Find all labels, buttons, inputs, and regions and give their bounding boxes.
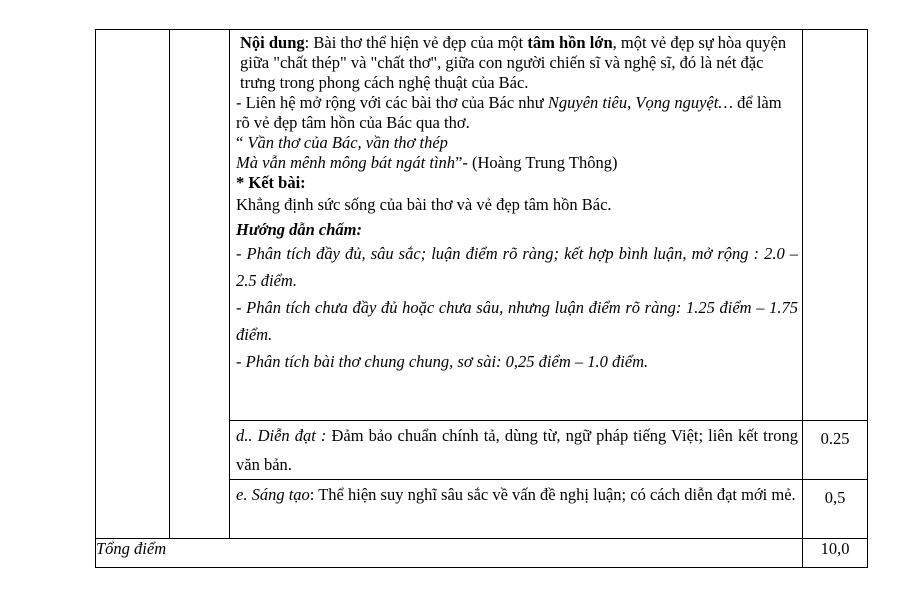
huong-dan-item-3: - Phân tích bài thơ chung chung, sơ sài: 0,25 điểm – 1.0 điểm. [236,352,649,371]
dien-dat-cell [230,421,803,480]
total-label: Tổng điểm [96,539,803,568]
poem-titles: Nguyên tiêu, Vọng nguyệt… [547,93,733,112]
content-cell [230,30,803,421]
subsection-cell [170,30,230,539]
ket-bai-heading: * Kết bài: [236,173,306,192]
sang-tao-cell [230,480,803,539]
lien-he-paragraph: - Liên hệ mở rộng với các bài thơ của Bác như Nguyên tiêu, Vọng nguyệt… để làm rõ vẻ đẹp tâm hồn của Bác qua thơ. [236,93,782,132]
total-score: 10,0 [803,539,868,568]
noi-dung-bold: tâm hồn lớn [527,33,613,52]
huong-dan-heading: Hướng dẫn chấm: [236,220,363,239]
ket-bai-text: Khẳng định sức sống của bài thơ và vẻ đẹp tâm hồn Bác. [236,195,612,214]
huong-dan-item-2: - Phân tích chưa đầy đủ hoặc chưa sâu, nhưng luận điểm rõ ràng: 1.25 điểm – 1.75 điểm. [236,298,798,344]
section-cell [96,30,170,539]
grading-table [95,29,868,568]
content-score-cell [803,30,868,421]
dien-dat-score: 0.25 [803,421,868,480]
sang-tao-text: : Thể hiện suy nghĩ sâu sắc về vấn đề nghị luận; có cách diễn đạt mới mẻ. [309,485,796,504]
dien-dat-text: Đảm bảo chuẩn chính tả, dùng từ, ngữ pháp tiếng Việt; liên kết trong văn bản. [236,426,799,474]
quote-line-2: Mà vẫn mênh mông bát ngát tình”- (Hoàng Trung Thông) [236,153,618,172]
total-row [96,539,868,568]
content-row [96,30,868,421]
dien-dat-label: d.. Diễn đạt : [236,426,327,445]
noi-dung-paragraph: Nội dung: Bài thơ thể hiện vẻ đẹp của một tâm hồn lớn, một vẻ đẹp sự hòa quyện giữa "chất thép" và "chất thơ", giữa con người chiến sĩ và nghệ sĩ, đó là nét đặc trưng trong phong cách nghệ thuật của Bác. [240,33,787,92]
huong-dan-item-1: - Phân tích đầy đủ, sâu sắc; luận điểm rõ ràng; kết hợp bình luận, mở rộng : 2.0 – 2.5 điểm. [236,244,798,290]
sang-tao-score: 0,5 [803,480,868,539]
quote-author: ”- (Hoàng Trung Thông) [455,153,618,172]
quote-line-1: “ Vần thơ của Bác, vần thơ thép [236,133,448,152]
noi-dung-label: Nội dung [240,33,305,52]
sang-tao-label: e. Sáng tạo [236,485,310,504]
